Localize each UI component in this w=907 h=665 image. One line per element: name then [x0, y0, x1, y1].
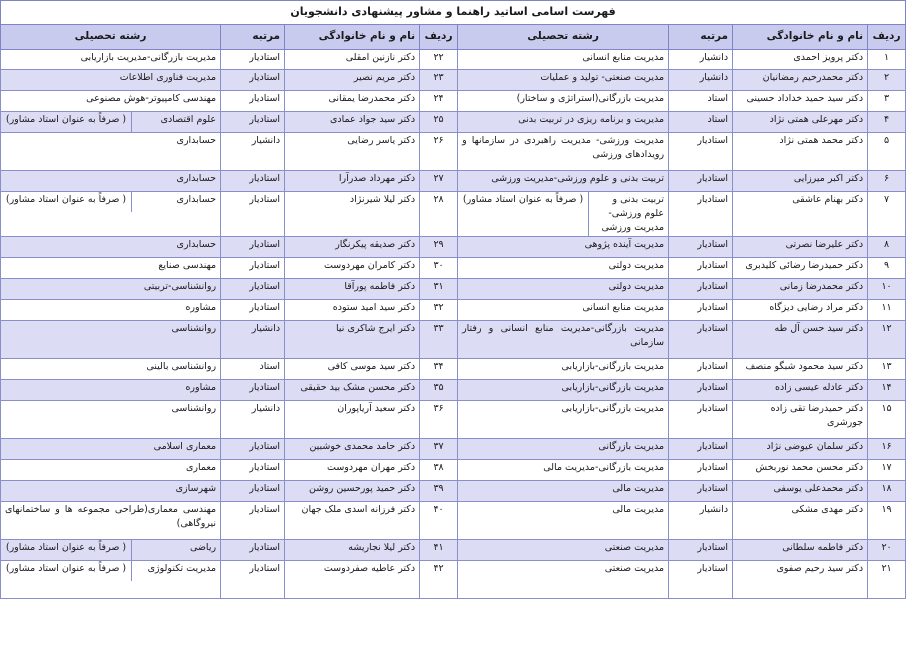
- faculty-name: دکتر سید محمود شبگو منصف: [733, 359, 868, 380]
- row-number: ۴۱: [420, 540, 458, 561]
- faculty-name: دکتر پرویز احمدی: [733, 50, 868, 70]
- advisor-only-note: ( صرفاً به عنوان استاد مشاور): [1, 112, 132, 132]
- academic-rank: دانشیار: [669, 502, 733, 540]
- faculty-name: دکتر فاطمه پورآقا: [285, 279, 420, 300]
- row-number: ۲: [868, 70, 906, 91]
- field-text: علوم اقتصادی: [160, 114, 217, 125]
- academic-rank: استادیار: [221, 460, 285, 481]
- table-row: [1, 481, 906, 502]
- field-cell: مدیریت دولتی: [458, 279, 669, 300]
- faculty-name: دکتر کامران مهردوست: [285, 258, 420, 279]
- academic-rank: استادیار: [221, 279, 285, 300]
- field-cell: مدیریت دولتی: [458, 258, 669, 279]
- field-cell: مدیریت ورزشی- مدیریت راهبردی در سازمانها و رویدادهای ورزشی: [458, 133, 669, 171]
- field-cell: معماری اسلامی: [1, 439, 221, 460]
- table-row: [1, 279, 906, 300]
- field-cell: مدیریت صنعتی- تولید و عملیات: [458, 70, 669, 91]
- academic-rank: استادیار: [669, 300, 733, 321]
- header-name-left: نام و نام خانوادگی: [285, 25, 420, 50]
- field-cell: روانشناسی: [1, 401, 221, 439]
- faculty-name: دکتر فاطمه سلطانی: [733, 540, 868, 561]
- field-cell: حسابداری: [1, 171, 221, 192]
- row-number: ۲۸: [420, 192, 458, 237]
- academic-rank: استادیار: [221, 70, 285, 91]
- faculty-name: دکتر محسن محمد نوربخش: [733, 460, 868, 481]
- table-row: [1, 439, 906, 460]
- field-cell: مدیریت بازرگانی-مدیریت منابع انسانی و رفتار سازمانی: [458, 321, 669, 359]
- table-row: [1, 91, 906, 112]
- row-number: ۲۰: [868, 540, 906, 561]
- field-cell: [458, 192, 669, 237]
- row-number: ۱۳: [868, 359, 906, 380]
- row-number: ۴: [868, 112, 906, 133]
- academic-rank: استادیار: [221, 380, 285, 401]
- table-row: [1, 300, 906, 321]
- field-cell: مهندسی صنایع: [1, 258, 221, 279]
- faculty-rows: [1, 50, 906, 599]
- faculty-name: دکتر حمیدرضا تقی زاده جورشری: [733, 401, 868, 439]
- faculty-name: دکتر ایرج شاکری نیا: [285, 321, 420, 359]
- faculty-name: دکتر سعید آریاپوران: [285, 401, 420, 439]
- field-cell: معماری: [1, 460, 221, 481]
- faculty-name: دکتر محمدرضا یمقانی: [285, 91, 420, 112]
- field-cell: روانشناسی-تربیتی: [1, 279, 221, 300]
- academic-rank: استادیار: [669, 258, 733, 279]
- row-number: ۳۹: [420, 481, 458, 502]
- field-cell: مدیریت بازرگانی: [458, 439, 669, 460]
- field-cell: تربیت بدنی و علوم ورزشی-مدیریت ورزشی: [458, 171, 669, 192]
- faculty-name: دکتر یاسر رضایی: [285, 133, 420, 171]
- faculty-name: دکتر محمدعلی یوسفی: [733, 481, 868, 502]
- field-text: مدیریت تکنولوژی: [147, 563, 217, 574]
- row-number: ۲۶: [420, 133, 458, 171]
- row-number: ۴۲: [420, 561, 458, 599]
- field-cell: مدیریت بازرگانی-بازاریابی: [458, 359, 669, 380]
- row-number: ۱۸: [868, 481, 906, 502]
- academic-rank: استادیار: [221, 91, 285, 112]
- academic-rank: استادیار: [669, 460, 733, 481]
- faculty-name: دکتر سید موسی کافی: [285, 359, 420, 380]
- field-cell: مدیریت بازرگانی-بازاریابی: [458, 380, 669, 401]
- row-number: ۱۰: [868, 279, 906, 300]
- field-cell: روانشناسی: [1, 321, 221, 359]
- academic-rank: استادیار: [221, 258, 285, 279]
- row-number: ۳۱: [420, 279, 458, 300]
- faculty-name: دکتر مهرداد صدرآرا: [285, 171, 420, 192]
- field-cell: مدیریت مالی: [458, 502, 669, 540]
- field-cell: مدیریت و برنامه ریزی در تربیت بدنی: [458, 112, 669, 133]
- row-number: ۱۷: [868, 460, 906, 481]
- faculty-name: دکتر مهدی مشکی: [733, 502, 868, 540]
- table-row: [1, 171, 906, 192]
- table-row: [1, 112, 906, 133]
- table-row: [1, 380, 906, 401]
- faculty-name: دکتر فرزانه اسدی ملک جهان: [285, 502, 420, 540]
- row-number: ۲۹: [420, 237, 458, 258]
- advisor-only-note: ( صرفاً به عنوان استاد مشاور): [1, 540, 132, 560]
- faculty-name: دکتر صدیقه پیکرنگار: [285, 237, 420, 258]
- academic-rank: دانشیار: [669, 70, 733, 91]
- row-number: ۳۳: [420, 321, 458, 359]
- faculty-name: دکتر محمدرحیم رمضانیان: [733, 70, 868, 91]
- row-number: ۹: [868, 258, 906, 279]
- academic-rank: استاد: [221, 359, 285, 380]
- table-row: [1, 321, 906, 359]
- academic-rank: استادیار: [221, 561, 285, 599]
- academic-rank: استادیار: [669, 561, 733, 599]
- academic-rank: استادیار: [669, 192, 733, 237]
- table-row: [1, 133, 906, 171]
- academic-rank: استادیار: [669, 481, 733, 502]
- academic-rank: استادیار: [669, 279, 733, 300]
- faculty-name: دکتر علیرضا نصرتی: [733, 237, 868, 258]
- advisor-only-note: ( صرفاً به عنوان استاد مشاور): [458, 192, 589, 236]
- row-number: ۶: [868, 171, 906, 192]
- row-number: ۱۹: [868, 502, 906, 540]
- row-number: ۲۳: [420, 70, 458, 91]
- academic-rank: استادیار: [221, 50, 285, 70]
- field-cell: روانشناسی بالینی: [1, 359, 221, 380]
- faculty-name: دکتر سید حمید خداداد حسینی: [733, 91, 868, 112]
- row-number: ۲۲: [420, 50, 458, 70]
- field-cell: مدیریت بازرگانی(استراتژی و ساختار): [458, 91, 669, 112]
- field-cell: شهرسازی: [1, 481, 221, 502]
- academic-rank: استاد: [669, 112, 733, 133]
- academic-rank: استادیار: [221, 171, 285, 192]
- row-number: ۳۶: [420, 401, 458, 439]
- academic-rank: استادیار: [221, 481, 285, 502]
- row-number: ۳: [868, 91, 906, 112]
- faculty-name: دکتر سلمان عیوضی نژاد: [733, 439, 868, 460]
- academic-rank: استادیار: [221, 192, 285, 237]
- field-cell: مدیریت مالی: [458, 481, 669, 502]
- row-number: ۵: [868, 133, 906, 171]
- faculty-name: دکتر سید رحیم صفوی: [733, 561, 868, 599]
- field-cell: [1, 112, 221, 133]
- academic-rank: استادیار: [669, 540, 733, 561]
- academic-rank: استاد: [669, 91, 733, 112]
- row-number: ۱۲: [868, 321, 906, 359]
- field-cell: مدیریت فناوری اطلاعات: [1, 70, 221, 91]
- row-number: ۳۴: [420, 359, 458, 380]
- table-row: [1, 237, 906, 258]
- academic-rank: دانشیار: [669, 50, 733, 70]
- row-number: ۳۸: [420, 460, 458, 481]
- field-cell: مشاوره: [1, 380, 221, 401]
- field-cell: [1, 561, 221, 599]
- header-rank-right: مرتبه: [669, 25, 733, 50]
- document-title: فهرست اسامی اساتید راهنما و مشاور پیشنهادی دانشجویان: [1, 1, 906, 25]
- field-cell: مشاوره: [1, 300, 221, 321]
- header-name-right: نام و نام خانوادگی: [733, 25, 868, 50]
- row-number: ۸: [868, 237, 906, 258]
- field-text: ریاضی: [189, 542, 217, 553]
- faculty-name: دکتر حمیدرضا رضائی کلیدبری: [733, 258, 868, 279]
- field-cell: مدیریت منابع انسانی: [458, 300, 669, 321]
- faculty-name: دکتر سید امید ستوده: [285, 300, 420, 321]
- field-text: تربیت بدنی و علوم ورزشی-مدیریت ورزشی: [601, 194, 665, 233]
- row-number: ۱۵: [868, 401, 906, 439]
- faculty-name: دکتر مریم نصیر: [285, 70, 420, 91]
- header-field-left: رشته تحصیلی: [1, 25, 221, 50]
- faculty-name: دکتر عاطیه صفردوست: [285, 561, 420, 599]
- academic-rank: دانشیار: [221, 321, 285, 359]
- table-row: [1, 502, 906, 540]
- field-cell: مدیریت آینده پژوهی: [458, 237, 669, 258]
- faculty-name: دکتر محمدرضا زمانی: [733, 279, 868, 300]
- academic-rank: دانشیار: [221, 401, 285, 439]
- table-row: [1, 70, 906, 91]
- faculty-name: دکتر محسن مشک بید حقیقی: [285, 380, 420, 401]
- row-number: ۱۴: [868, 380, 906, 401]
- row-number: ۱: [868, 50, 906, 70]
- table-row: [1, 50, 906, 70]
- field-cell: مدیریت صنعتی: [458, 561, 669, 599]
- field-cell: [1, 540, 221, 561]
- field-cell: مدیریت بازرگانی-مدیریت بازاریابی: [1, 50, 221, 70]
- academic-rank: استادیار: [669, 171, 733, 192]
- field-cell: حسابداری: [1, 133, 221, 171]
- field-cell: مهندسی کامپیوتر-هوش مصنوعی: [1, 91, 221, 112]
- academic-rank: استادیار: [669, 380, 733, 401]
- advisor-only-note: ( صرفاً به عنوان استاد مشاور): [1, 561, 132, 581]
- row-number: ۲۷: [420, 171, 458, 192]
- field-cell: حسابداری: [1, 237, 221, 258]
- faculty-name: دکتر اکبر میرزایی: [733, 171, 868, 192]
- faculty-name: دکتر حامد محمدی خوشبین: [285, 439, 420, 460]
- row-number: ۳۵: [420, 380, 458, 401]
- field-text: حسابداری: [176, 194, 217, 205]
- header-row-left: ردیف: [420, 25, 458, 50]
- table-row: [1, 192, 906, 237]
- row-number: ۷: [868, 192, 906, 237]
- academic-rank: استادیار: [221, 502, 285, 540]
- row-number: ۱۶: [868, 439, 906, 460]
- header-row-right: ردیف: [868, 25, 906, 50]
- table-row: [1, 359, 906, 380]
- field-cell: مهندسی معماری(طراحی مجموعه ها و ساختمانهای نیروگاهی): [1, 502, 221, 540]
- table-row: [1, 460, 906, 481]
- academic-rank: استادیار: [221, 540, 285, 561]
- academic-rank: استادیار: [669, 133, 733, 171]
- row-number: ۳۰: [420, 258, 458, 279]
- advisor-only-note: ( صرفاً به عنوان استاد مشاور): [1, 192, 132, 212]
- faculty-name: دکتر لیلا نجاریشه: [285, 540, 420, 561]
- academic-rank: استادیار: [669, 439, 733, 460]
- field-cell: مدیریت بازرگانی-بازاریابی: [458, 401, 669, 439]
- faculty-name: دکتر مهرعلی همتی نژاد: [733, 112, 868, 133]
- row-number: ۲۱: [868, 561, 906, 599]
- academic-rank: استادیار: [669, 321, 733, 359]
- academic-rank: استادیار: [221, 300, 285, 321]
- faculty-name: دکتر سید حسن آل طه: [733, 321, 868, 359]
- faculty-name: دکتر مراد رضایی دیزگاه: [733, 300, 868, 321]
- academic-rank: استادیار: [221, 112, 285, 133]
- academic-rank: استادیار: [221, 237, 285, 258]
- table-row: [1, 258, 906, 279]
- row-number: ۲۴: [420, 91, 458, 112]
- faculty-name: دکتر لیلا شیرنژاد: [285, 192, 420, 237]
- row-number: ۳۷: [420, 439, 458, 460]
- field-cell: [1, 192, 221, 237]
- faculty-name: دکتر عادله عیسی زاده: [733, 380, 868, 401]
- table-row: [1, 540, 906, 561]
- field-cell: مدیریت بازرگانی-مدیریت مالی: [458, 460, 669, 481]
- faculty-name: دکتر بهنام عاشقی: [733, 192, 868, 237]
- academic-rank: دانشیار: [221, 133, 285, 171]
- faculty-name: دکتر سید جواد عمادی: [285, 112, 420, 133]
- header-rank-left: مرتبه: [221, 25, 285, 50]
- academic-rank: استادیار: [669, 237, 733, 258]
- row-number: ۳۲: [420, 300, 458, 321]
- table-row: [1, 561, 906, 599]
- faculty-name: دکتر حمید پورحسین روشن: [285, 481, 420, 502]
- faculty-name: دکتر نازنین امقلی: [285, 50, 420, 70]
- field-cell: مدیریت منابع انسانی: [458, 50, 669, 70]
- academic-rank: استادیار: [669, 401, 733, 439]
- header-field-right: رشته تحصیلی: [458, 25, 669, 50]
- academic-rank: استادیار: [669, 359, 733, 380]
- academic-rank: استادیار: [221, 439, 285, 460]
- row-number: ۱۱: [868, 300, 906, 321]
- row-number: ۲۵: [420, 112, 458, 133]
- row-number: ۴۰: [420, 502, 458, 540]
- faculty-name: دکتر مهران مهردوست: [285, 460, 420, 481]
- faculty-name: دکتر محمد همتی نژاد: [733, 133, 868, 171]
- table-row: [1, 401, 906, 439]
- field-cell: مدیریت صنعتی: [458, 540, 669, 561]
